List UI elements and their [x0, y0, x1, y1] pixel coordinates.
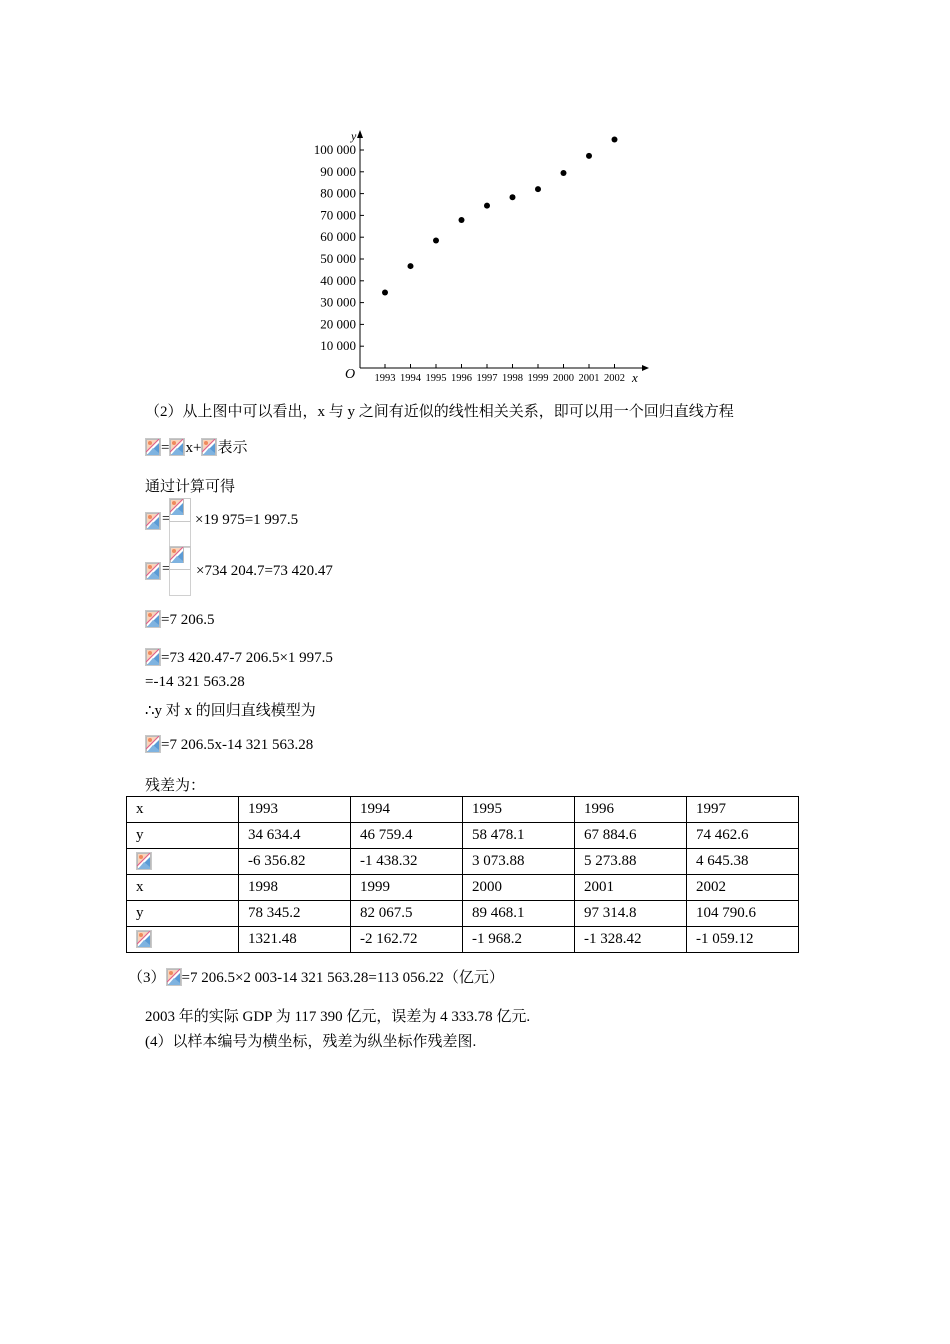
table-cell: 89 468.1: [463, 901, 575, 927]
broken-image-icon: [145, 562, 161, 580]
table-cell: 3 073.88: [463, 849, 575, 875]
table-cell: y: [127, 823, 239, 849]
y-tick-label: 10 000: [320, 338, 356, 354]
table-cell: -1 059.12: [687, 927, 799, 953]
x-axis-arrow: [642, 365, 649, 371]
table-cell: 58 478.1: [463, 823, 575, 849]
x-tick-label: 2002: [604, 373, 625, 384]
table-cell: 78 345.2: [239, 901, 351, 927]
y-axis-arrow: [357, 130, 363, 138]
equation-3: =7 206.5: [145, 610, 214, 629]
table-cell: -1 328.42: [575, 927, 687, 953]
x-tick-label: 1993: [374, 373, 396, 384]
gdp-scatter-chart: [300, 128, 650, 390]
table-cell: -2 162.72: [351, 927, 463, 953]
x-tick-label: 1997: [476, 373, 498, 384]
residual-symbol-icon: [136, 930, 152, 948]
table-row: [127, 849, 799, 875]
table-cell: 2000: [463, 875, 575, 901]
broken-image-icon: [145, 610, 161, 628]
therefore-line: ∴y 对 x 的回归直线模型为: [145, 703, 316, 719]
table-cell: 1999: [351, 875, 463, 901]
x-tick-label: 1998: [502, 373, 523, 384]
table-cell: [127, 849, 239, 875]
broken-image-icon: [145, 512, 161, 530]
y-tick-label: 20 000: [320, 316, 356, 332]
equation-5: =-14 321 563.28: [145, 674, 245, 690]
table-cell: 1994: [351, 797, 463, 823]
y-tick-label: 100 000: [313, 142, 356, 157]
x-tick-label: 1996: [451, 373, 472, 384]
y-tick-label: 60 000: [320, 229, 356, 245]
table-cell: 82 067.5: [351, 901, 463, 927]
paragraph-3: （3） =7 206.5×2 003-14 321 563.28=113 056.22（亿元）: [128, 970, 504, 986]
actual-gdp-line: 2003 年的实际 GDP 为 117 390 亿元，误差为 4 333.78 亿元.: [145, 1009, 531, 1025]
residual-table: [126, 796, 799, 953]
table-cell: 5 273.88: [575, 849, 687, 875]
calc-intro: 通过计算可得: [145, 479, 236, 495]
table-cell: [127, 927, 239, 953]
y-tick-label: 30 000: [320, 294, 356, 310]
table-cell: 2001: [575, 875, 687, 901]
y-tick-label: 90 000: [320, 163, 356, 179]
table-cell: 97 314.8: [575, 901, 687, 927]
paragraph-2: （2）从上图中可以看出，x 与 y 之间有近似的线性相关关系，即可以用一个回归直线方程: [145, 404, 734, 420]
table-cell: x: [127, 797, 239, 823]
table-cell: 46 759.4: [351, 823, 463, 849]
broken-image-icon: [145, 648, 161, 666]
data-point: [535, 186, 541, 192]
equation-4: =73 420.47-7 206.5×1 997.5: [145, 648, 333, 667]
broken-image-icon: [169, 438, 185, 456]
x-tick-label: 2000: [553, 373, 574, 384]
table-row: [127, 901, 799, 927]
data-point: [433, 238, 439, 244]
broken-image-icon: [166, 968, 182, 986]
table-cell: 1321.48: [239, 927, 351, 953]
residual-label: 残差为：: [145, 778, 206, 794]
y-tick-label: 80 000: [320, 185, 356, 201]
table-cell: y: [127, 901, 239, 927]
table-cell: 4 645.38: [687, 849, 799, 875]
data-point: [561, 170, 567, 176]
table-cell: 1998: [239, 875, 351, 901]
table-row: [127, 823, 799, 849]
x-tick-label: 1999: [527, 373, 549, 384]
residual-symbol-icon: [136, 852, 152, 870]
table-cell: 104 790.6: [687, 901, 799, 927]
equation-6: =7 206.5x-14 321 563.28: [145, 735, 313, 754]
table-row: [127, 875, 799, 901]
table-cell: -1 968.2: [463, 927, 575, 953]
regression-model-line: = x+ 表示: [145, 436, 247, 457]
table-cell: -1 438.32: [351, 849, 463, 875]
data-point: [586, 153, 592, 159]
origin-label: O: [345, 367, 356, 382]
x-tick-label: 1995: [425, 373, 447, 384]
broken-image-icon: [145, 735, 161, 753]
fraction-image: [169, 546, 195, 596]
data-point: [484, 203, 490, 209]
fraction-image: [169, 498, 195, 548]
broken-image-icon: [201, 438, 217, 456]
table-cell: 1997: [687, 797, 799, 823]
table-cell: 1996: [575, 797, 687, 823]
data-point: [510, 194, 516, 200]
paragraph-4: (4）以样本编号为横坐标，残差为纵坐标作残差图.: [145, 1034, 477, 1050]
table-cell: 67 884.6: [575, 823, 687, 849]
table-row: [127, 797, 799, 823]
x-tick-label: 2001: [578, 373, 600, 384]
data-point: [612, 137, 618, 143]
y-tick-label: 40 000: [320, 272, 356, 288]
table-cell: 1995: [463, 797, 575, 823]
x-axis-label: x: [632, 370, 638, 385]
data-point: [408, 263, 414, 269]
table-cell: x: [127, 875, 239, 901]
table-cell: 74 462.6: [687, 823, 799, 849]
table-cell: 1993: [239, 797, 351, 823]
table-row: [127, 927, 799, 953]
y-axis-label: y: [351, 129, 357, 143]
table-cell: -6 356.82: [239, 849, 351, 875]
y-tick-label: 50 000: [320, 251, 356, 266]
table-cell: 34 634.4: [239, 823, 351, 849]
data-point: [382, 289, 388, 295]
data-point: [459, 217, 465, 223]
y-tick-label: 70 000: [320, 207, 356, 223]
broken-image-icon: [145, 438, 161, 456]
table-cell: 2002: [687, 875, 799, 901]
x-tick-label: 1994: [400, 373, 421, 384]
